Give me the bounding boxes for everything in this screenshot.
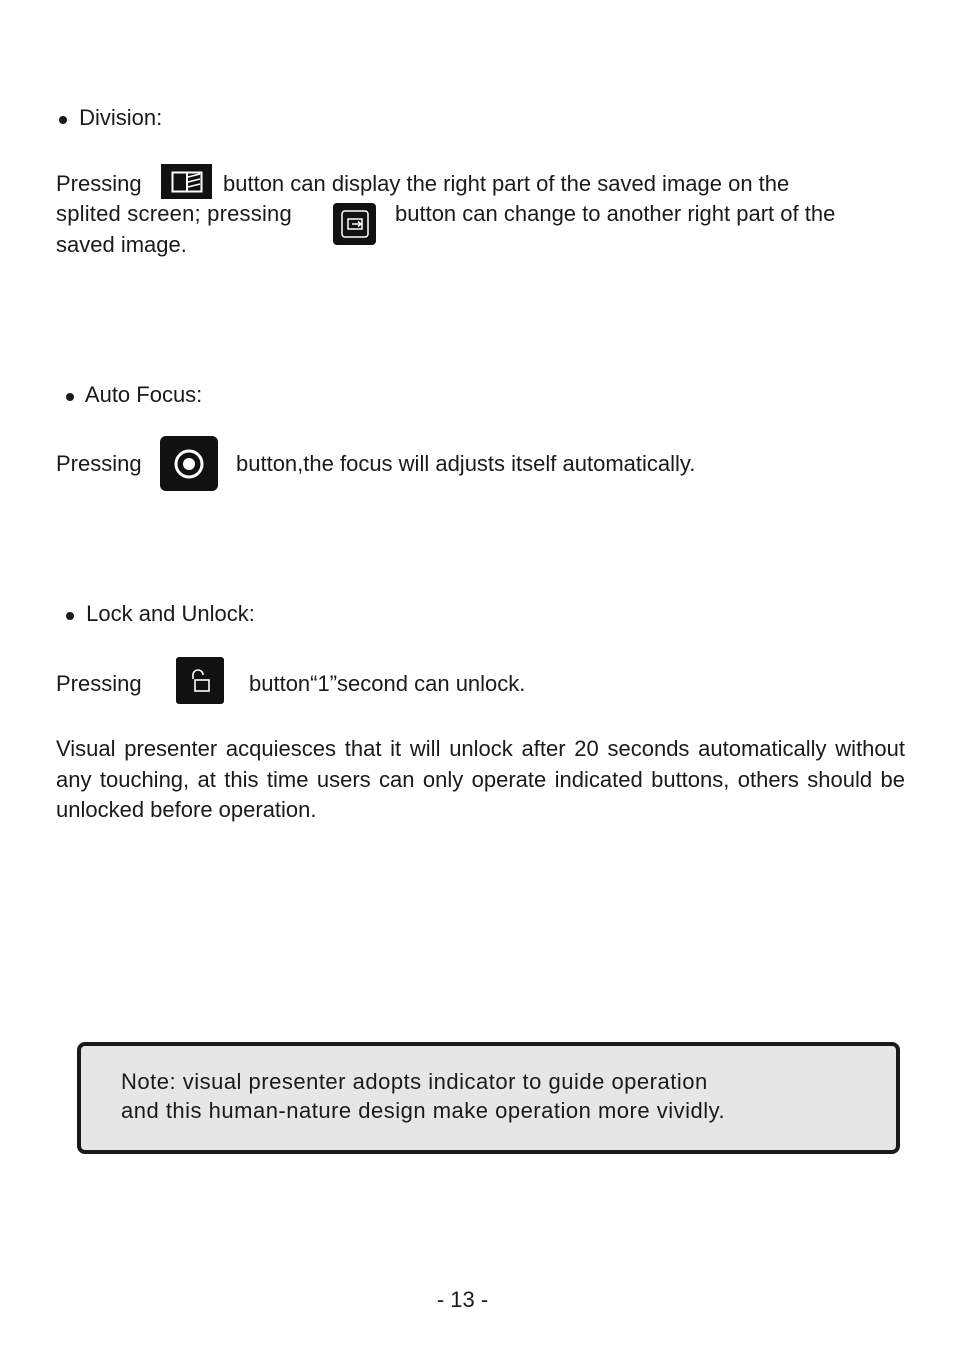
lock-heading <box>66 599 255 629</box>
division-heading-text: Division: <box>79 105 163 130</box>
lock-pressing-label: Pressing <box>56 671 142 696</box>
note-line-2: and this human-nature design make operation more vividly. <box>121 1098 726 1123</box>
division-line1-text: button can display the right part of the saved image on the <box>223 171 790 196</box>
auto-focus-text: button,the focus will adjusts itself automatically. <box>236 451 696 476</box>
split-screen-icon[interactable] <box>161 164 212 199</box>
note-line-1: Note: visual presenter adopts indicator to guide operation <box>121 1069 708 1094</box>
division-pressing-label: Pressing <box>56 171 142 196</box>
switch-part-icon[interactable] <box>333 203 376 245</box>
division-heading <box>59 103 162 133</box>
auto-focus-heading-text: Auto Focus: <box>84 382 203 407</box>
lock-text: button“1”second can unlock. <box>249 671 526 696</box>
auto-focus-pressing-label: Pressing <box>56 451 142 476</box>
page-number: - 13 - <box>436 1287 489 1312</box>
division-line2-text: splited screen; pressing <box>56 201 292 226</box>
division-line3-text: saved image. <box>56 232 187 257</box>
unlock-icon[interactable] <box>176 657 224 704</box>
note-box <box>77 1042 900 1154</box>
focus-target-icon[interactable] <box>160 436 218 491</box>
division-line2-rest: button can change to another right part of the <box>395 201 836 226</box>
lock-paragraph: Visual presenter acquiesces that it will unlock after 20 seconds automatically without any touching, at this time users can only operate indicated buttons, others should be unlocked before operation. <box>56 736 905 822</box>
auto-focus-heading <box>66 380 202 410</box>
lock-heading-text: Lock and Unlock: <box>86 601 255 626</box>
